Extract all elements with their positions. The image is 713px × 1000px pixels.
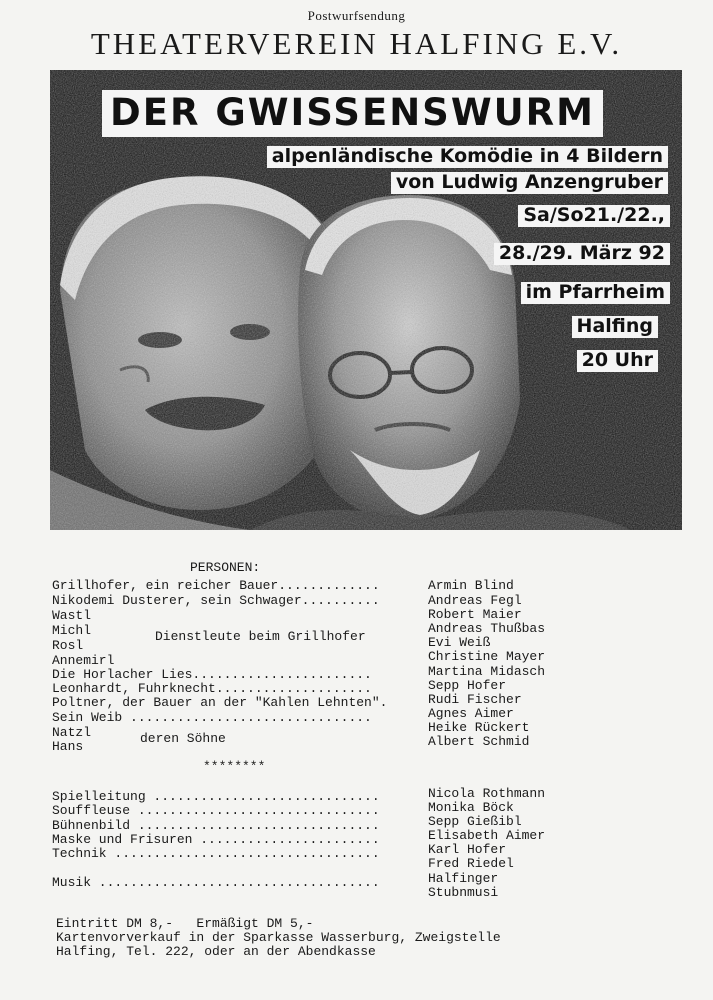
venue: im Pfarrheim <box>521 282 670 304</box>
cast-role: Hans <box>52 739 84 754</box>
cast-role: Wastl <box>52 608 92 623</box>
cast-actor: Armin Blind <box>428 578 514 593</box>
cast-role: Michl <box>52 623 92 638</box>
start-time: 20 Uhr <box>577 350 658 372</box>
crew-person: Halfinger <box>428 871 499 886</box>
cast-role: Natzl <box>52 725 92 740</box>
crew-role: Spielleitung ............................. <box>52 789 380 804</box>
crew-role: Technik .................................. <box>52 846 380 861</box>
cast-role: Annemirl <box>52 653 115 668</box>
cast-role: Leonhardt, Fuhrknecht.................... <box>52 681 372 696</box>
cast-actor: Martina Midasch <box>428 664 546 679</box>
crew-role: Bühnenbild ............................... <box>52 818 380 833</box>
crew-role: Souffleuse ............................... <box>52 803 380 818</box>
sons-note: deren Söhne <box>140 731 226 746</box>
cast-actor: Sepp Hofer <box>428 678 507 693</box>
crew-person: Sepp Gießibl <box>428 814 522 829</box>
play-title: DER GWISSENSWURM <box>102 90 603 137</box>
cast-role: Die Horlacher Lies....................... <box>52 667 372 682</box>
club-name: THEATERVEREIN HALFING E.V. <box>90 26 623 61</box>
crew-role: Maske und Frisuren ....................... <box>52 832 380 847</box>
cast-actor: Rudi Fischer <box>428 692 522 707</box>
crew-person: Elisabeth Aimer <box>428 828 546 843</box>
play-subtitle: alpenländische Komödie in 4 Bildern <box>267 146 668 168</box>
crew-person: Monika Böck <box>428 800 514 815</box>
cast-actor: Robert Maier <box>428 607 522 622</box>
cast-actor: Albert Schmid <box>428 734 530 749</box>
cast-role: Poltner, der Bauer an der "Kahlen Lehnten". <box>52 695 388 710</box>
play-author: von Ludwig Anzengruber <box>391 172 668 194</box>
cast-role: Grillhofer, ein reicher Bauer............. <box>52 578 380 593</box>
cast-actor: Christine Mayer <box>428 649 546 664</box>
crew-person: Fred Riedel <box>428 856 514 871</box>
presale-contact: Halfing, Tel. 222, oder an der Abendkasse <box>56 944 376 959</box>
postwurf-label: Postwurfsendung <box>307 8 406 23</box>
crew-person: Nicola Rothmann <box>428 786 546 801</box>
presale-info: Kartenvorverkauf in der Sparkasse Wasserburg, Zweigstelle <box>56 930 501 945</box>
servants-note: Dienstleute beim Grillhofer <box>155 629 366 644</box>
cast-role: Sein Weib ............................... <box>52 710 372 725</box>
cast-role: Rosl <box>52 638 84 653</box>
separator: ******** <box>203 759 266 774</box>
venue-town: Halfing <box>572 316 658 338</box>
poster-image <box>50 70 682 530</box>
cast-actor: Heike Rückert <box>428 720 530 735</box>
cast-actor: Andreas Fegl <box>428 593 522 608</box>
dates-first: Sa/So21./22., <box>518 205 670 227</box>
cast-role: Nikodemi Dusterer, sein Schwager.......... <box>52 593 380 608</box>
crew-person: Stubnmusi <box>428 885 499 900</box>
cast-actor: Evi Weiß <box>428 635 491 650</box>
cast-heading: PERSONEN: <box>190 560 261 575</box>
cast-actor: Agnes Aimer <box>428 706 514 721</box>
cast-actor: Andreas Thußbas <box>428 621 546 636</box>
dates-second: 28./29. März 92 <box>494 243 670 265</box>
crew-person: Karl Hofer <box>428 842 507 857</box>
admission-prices: Eintritt DM 8,- Ermäßigt DM 5,- <box>56 916 314 931</box>
crew-role: Musik .................................... <box>52 875 380 890</box>
